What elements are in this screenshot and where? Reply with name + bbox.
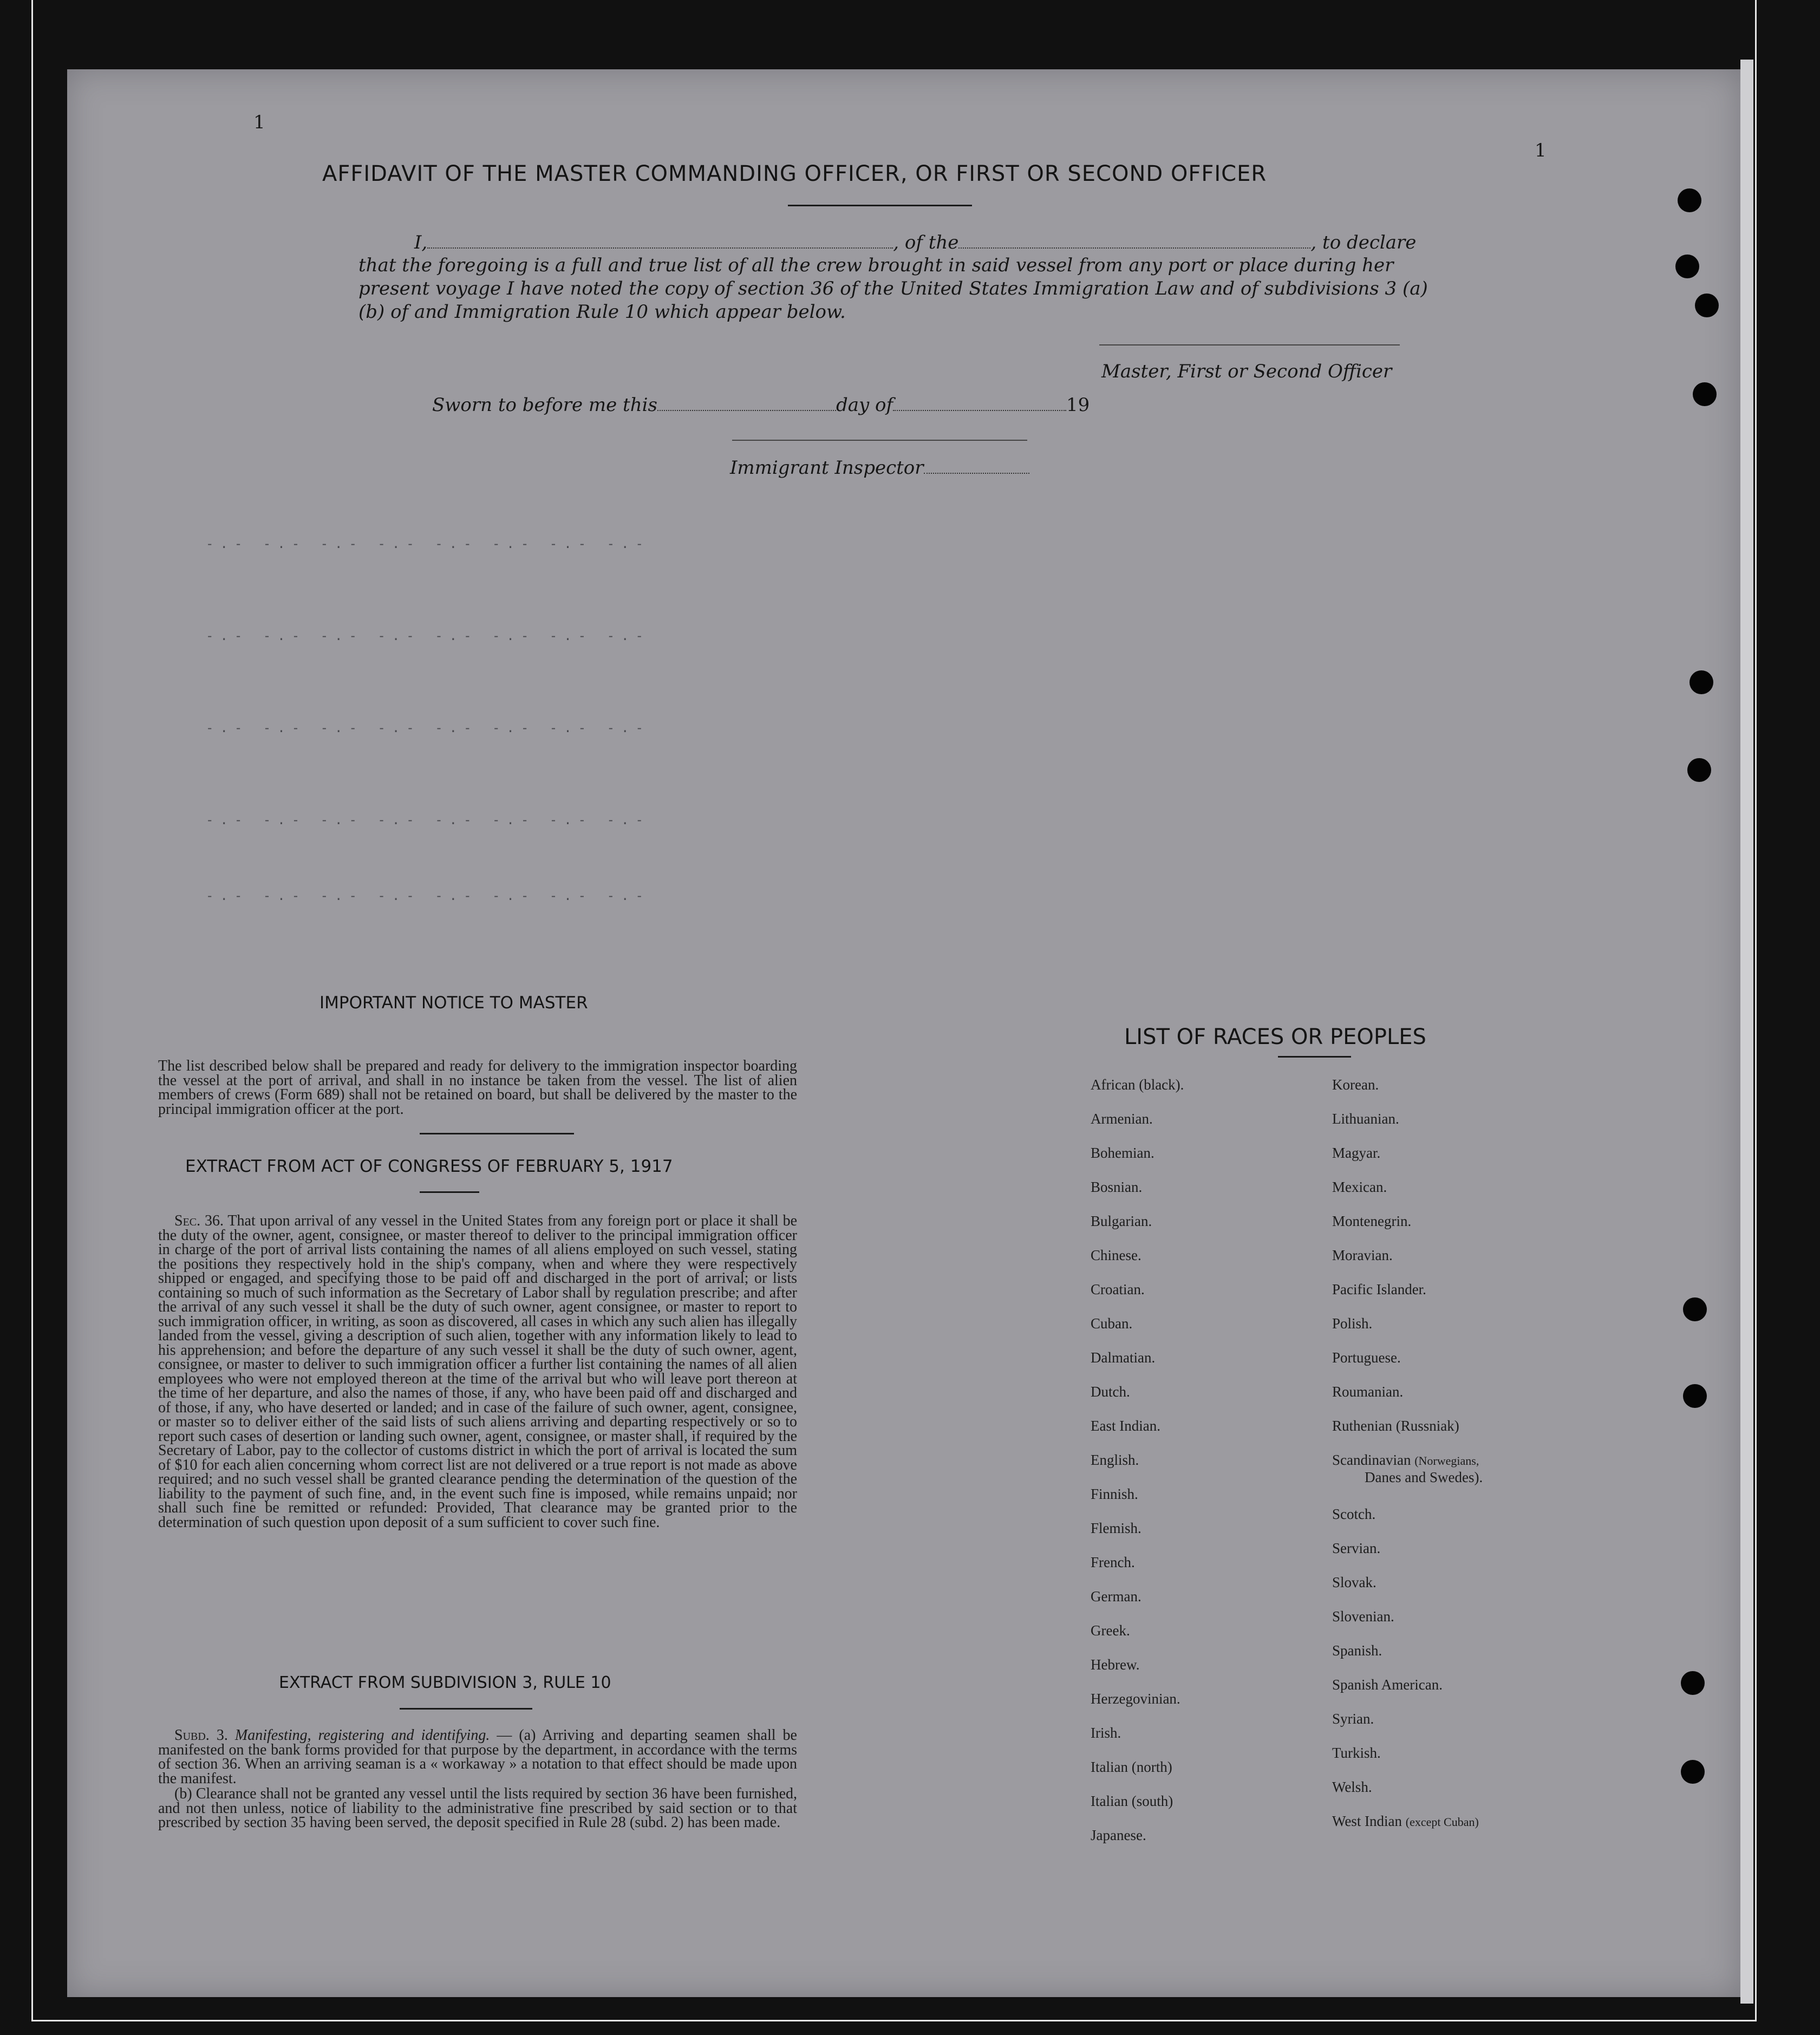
binder-hole — [1689, 670, 1713, 694]
affidavit-line-4: (b) of and Immigration Rule 10 which appear below. — [358, 301, 846, 323]
day-of-label: day of — [836, 394, 893, 416]
race-item: Polish. — [1332, 1315, 1373, 1332]
race-item: English. — [1091, 1452, 1139, 1468]
race-item: Slovenian. — [1332, 1608, 1394, 1625]
race-note: (except Cuban) — [1405, 1815, 1479, 1829]
affidavit-title: AFFIDAVIT OF THE MASTER COMMANDING OFFICER, OR FIRST OR SECOND OFFICER — [322, 161, 1267, 186]
races-heading: LIST OF RACES OR PEOPLES — [1124, 1025, 1426, 1049]
race-item: Dutch. — [1091, 1384, 1130, 1400]
race-item-scandinavian — [1332, 1452, 1483, 1506]
races-left-column — [1091, 1077, 1184, 1861]
race-item: Pacific Islander. — [1332, 1281, 1426, 1297]
label-of-the: , of the — [893, 232, 959, 253]
binder-hole — [1681, 1760, 1705, 1784]
race-item: Hebrew. — [1091, 1656, 1140, 1673]
divider — [420, 1133, 574, 1134]
inspector-caption — [730, 457, 1029, 479]
binder-hole — [1675, 255, 1699, 278]
signature-line[interactable] — [1099, 344, 1400, 345]
rule-text-b: (b) Clearance shall not be granted any vessel until the lists required by section 36 have been furnished, and not then unless, notice of liability to the administrative fine prescribed by said section or to that prescribed by section 35 having been served, the deposit specified in Rule 28 (subd. 2) has been made. — [158, 1785, 797, 1831]
race-item: Italian (south) — [1091, 1793, 1173, 1809]
document-sheet — [67, 69, 1740, 1997]
page-mark: 1 — [253, 112, 265, 133]
page-edge — [1740, 60, 1753, 2004]
rule-heading: EXTRACT FROM SUBDIVISION 3, RULE 10 — [279, 1673, 611, 1692]
sworn-label: Sworn to before me this — [432, 394, 657, 416]
binder-hole — [1695, 293, 1719, 317]
race-item: Slovak. — [1332, 1574, 1377, 1590]
inspector-line[interactable] — [732, 440, 1027, 441]
act-heading: EXTRACT FROM ACT OF CONGRESS OF FEBRUARY 5, 1917 — [185, 1157, 673, 1176]
name-blank[interactable] — [427, 247, 893, 249]
race-item: Moravian. — [1332, 1247, 1393, 1263]
page-mark: 1 — [1535, 140, 1547, 161]
race-item: Welsh. — [1332, 1779, 1372, 1795]
month-blank[interactable] — [893, 410, 1066, 411]
race-item: Turkish. — [1332, 1745, 1381, 1761]
race-item: Scotch. — [1332, 1506, 1376, 1522]
binder-hole — [1681, 1671, 1705, 1695]
bleed-through-dashes: -.- -.- -.- -.- -.- -.- -.- -.- — [206, 536, 650, 551]
race-item: Flemish. — [1091, 1520, 1141, 1536]
race-item: Roumanian. — [1332, 1384, 1404, 1400]
race-item: Dalmatian. — [1091, 1349, 1156, 1366]
race-item-west-indian — [1332, 1813, 1483, 1847]
binder-hole — [1687, 758, 1711, 782]
act-text — [158, 1214, 797, 1530]
race-item: Bohemian. — [1091, 1145, 1154, 1161]
affidavit-line-1 — [414, 232, 1416, 253]
race-item: Italian (north) — [1091, 1759, 1172, 1775]
race-item: Cuban. — [1091, 1315, 1133, 1332]
signature-caption: Master, First or Second Officer — [1101, 361, 1392, 382]
subd-title: Manifesting, registering and identifying. — [234, 1727, 490, 1744]
bleed-through-dashes: -.- -.- -.- -.- -.- -.- -.- -.- — [206, 812, 650, 827]
race-item: French. — [1091, 1554, 1135, 1570]
rule-text-a — [158, 1729, 797, 1786]
day-blank[interactable] — [657, 410, 836, 411]
race-item: German. — [1091, 1588, 1141, 1604]
race-item: Lithuanian. — [1332, 1111, 1399, 1127]
race-item: Greek. — [1091, 1622, 1130, 1639]
race-item: Bosnian. — [1091, 1179, 1143, 1195]
divider — [420, 1191, 479, 1193]
race-item: African (black). — [1091, 1077, 1184, 1093]
race-item: Korean. — [1332, 1077, 1379, 1093]
race-item: Armenian. — [1091, 1111, 1153, 1127]
inspector-label: Immigrant Inspector — [730, 457, 924, 479]
notice-text: The list described below shall be prepared and ready for delivery to the immigration inspector boarding the vessel at the port of arrival, and shall in no instance be taken from the vessel. The list of alien members of crews (Form 689) shall not be retained on board, but shall be delivered by the master to the principal immigration officer at the port. — [158, 1058, 797, 1118]
binder-hole — [1693, 382, 1717, 406]
bleed-through-dashes: -.- -.- -.- -.- -.- -.- -.- -.- — [206, 628, 650, 643]
affidavit-line-2: that the foregoing is a full and true list of all the crew brought in said vessel from any port or place during her — [358, 255, 1394, 276]
race-item: Servian. — [1332, 1540, 1381, 1556]
vessel-blank[interactable] — [958, 247, 1310, 249]
race-item: Spanish. — [1332, 1642, 1382, 1659]
race-item: Croatian. — [1091, 1281, 1145, 1297]
race-item: Finnish. — [1091, 1486, 1138, 1502]
binder-hole — [1683, 1297, 1707, 1321]
race-item: Herzegovinian. — [1091, 1691, 1180, 1707]
binder-hole — [1678, 188, 1701, 212]
sec-36-text: That upon arrival of any vessel in the United States from any foreign port or place it shall be the duty of the owner, agent, consignee, or master thereof to deliver to the principal immigration officer in charge of the port of arrival lists containing the names of all aliens employed on such vessel, stating the positions they respectively hold in the ship's company, when and where they were respectively shipped or engaged, and specifying those to be paid off and discharged in the port of arrival; or lists containing so much of such information as the Secretary of Labor shall by regulation prescribe; and after the arrival of any such vessel it shall be the duty of such owner, agent consignee, or master to report to such immigration officer, in writing, as soon as discovered, all cases in which any such alien has illegally landed from the vessel, giving a description of such alien, together with any information likely to lead to his apprehension; and before the departure of any such vessel it shall be the duty of such owner, agent, consignee, or master to deliver to such immigration officer a further list containing the names of all alien employees who were not employed thereon at the time of the arrival but who will leave port thereon at the time of her departure, and also the names of those, if any, who have been paid off and discharged and of those, if any, who have deserted or landed; and in case of the failure of such owner, agent, consignee, or master so to deliver either of the said lists of such aliens arriving and departing respectively or so to report such cases of desertion or landing such owner, agent, consignee, or master shall, if required by the Secretary of Labor, pay to the collector of customs district in which the port of arrival is located the sum of $10 for each alien concerning whom correct list are not delivered or a true report is not made as above required; and no such vessel shall be granted clearance pending the determination of the question of the liability to the payment of such fine, and, in the event such fine is imposed, while remains unpaid; nor shall such fine be remitted or refunded: Provided, That clearance may be granted prior to the determination of such question upon deposit of a sum sufficient to cover such fine. — [158, 1212, 797, 1531]
race-item: Mexican. — [1332, 1179, 1387, 1195]
binder-hole — [1683, 1384, 1707, 1408]
label-to-declare: , to declare — [1310, 232, 1417, 253]
race-note-line2: Danes and Swedes). — [1365, 1469, 1483, 1485]
notice-heading: IMPORTANT NOTICE TO MASTER — [319, 993, 588, 1013]
race-item: Chinese. — [1091, 1247, 1141, 1263]
divider — [788, 205, 972, 206]
inspector-blank[interactable] — [924, 473, 1029, 474]
subd-label: Subd. 3. — [174, 1727, 228, 1744]
divider — [400, 1708, 532, 1710]
race-note: (Norwegians, — [1414, 1454, 1479, 1467]
bleed-through-dashes: -.- -.- -.- -.- -.- -.- -.- -.- — [206, 720, 650, 735]
divider — [1278, 1056, 1351, 1058]
race-item: Japanese. — [1091, 1827, 1146, 1843]
sec-label: Sec. 36. — [174, 1212, 224, 1229]
race-item: Magyar. — [1332, 1145, 1381, 1161]
race-label: Scandinavian — [1332, 1452, 1411, 1468]
race-item: Irish. — [1091, 1725, 1121, 1741]
race-item: Portuguese. — [1332, 1349, 1401, 1366]
bleed-through-dashes: -.- -.- -.- -.- -.- -.- -.- -.- — [206, 888, 650, 903]
label-i: I, — [414, 232, 428, 253]
year-label: 19 — [1066, 394, 1090, 416]
race-item: East Indian. — [1091, 1418, 1160, 1434]
race-item: Montenegrin. — [1332, 1213, 1412, 1229]
affidavit-line-3: present voyage I have noted the copy of section 36 of the United States Immigration Law and of subdivisions 3 (a) — [358, 278, 1428, 299]
race-item: Syrian. — [1332, 1711, 1374, 1727]
subd-text-a: — (a) Arriving and departing seamen shall be manifested on the bank forms provided for that purpose by the department, in accordance with the terms of section 36. When an arriving seaman is a « workaway » a notation to that effect should be made upon the manifest. — [158, 1727, 797, 1787]
races-right-column — [1332, 1077, 1483, 1847]
race-item: Spanish American. — [1332, 1677, 1443, 1693]
race-label: West Indian — [1332, 1813, 1402, 1829]
sworn-line — [432, 394, 1090, 416]
race-item: Bulgarian. — [1091, 1213, 1152, 1229]
race-item: Ruthenian (Russniak) — [1332, 1418, 1459, 1434]
